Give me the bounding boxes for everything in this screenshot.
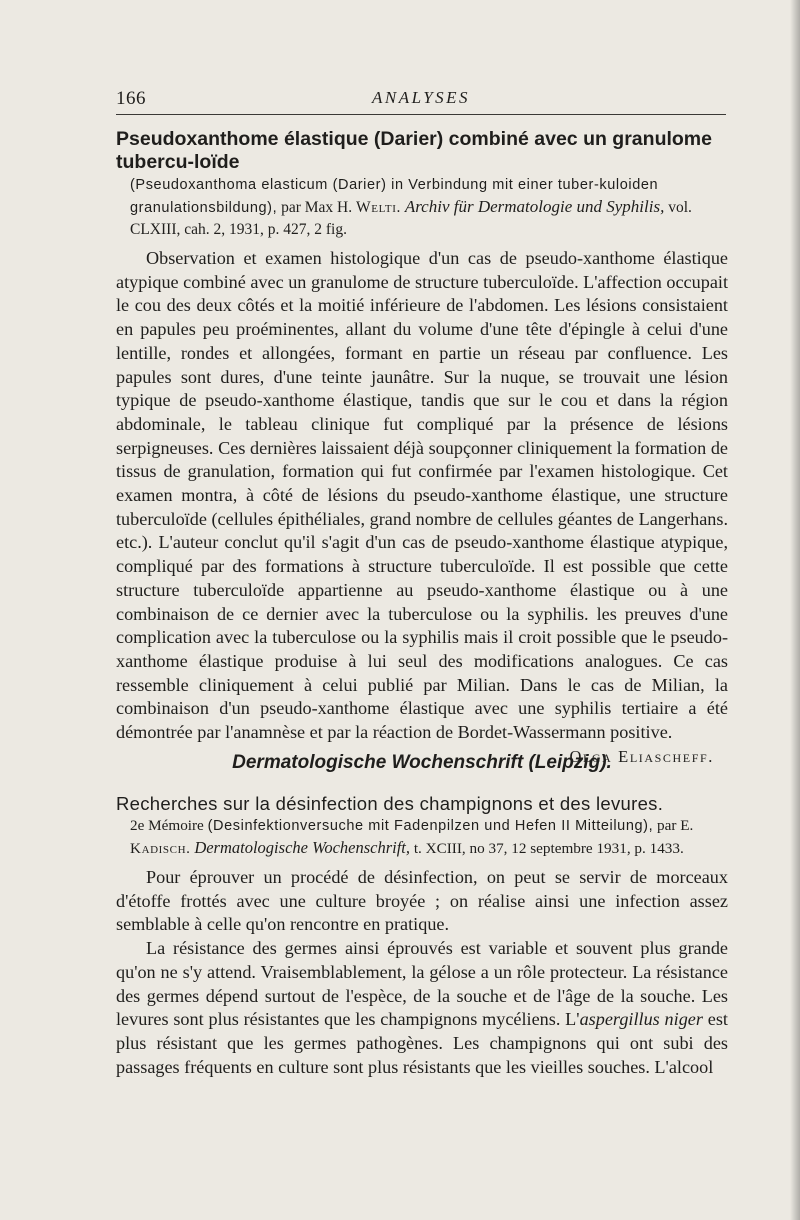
article-1-german-title: (Pseudoxanthoma elasticum (Darier) in Verbindung mit einer tuber-kuloiden granulationsbildung), [130,177,659,216]
article-1-paragraph: Observation et examen histologique d'un cas de pseudo-xanthome élastique atypique combiné avec un granulome de structure tuberculoïde. L'affection occupait le cou des deux côtés et la moitié inférieure de l'abdomen. Les lésions consistaient en papules peu proéminentes, allant du volume d'une tête d'épingle à celui d'une lentille, rondes et allongées, formant en partie un réseau par confluence. Les papules sont dures, d'une teinte jaunâtre. Sur la nuque, se trouvait une lésion typique de pseudo-xanthome élastique, tandis que sur le cou et dans la région abdominale, le tableau clinique fut compliqué par la présence de lésions serpigneuses. Ces dernières laissaient déjà soupçonner cliniquement la formation de tissus de granulation, formation qui fut confirmée par l'examen histologique. Cet examen montra, à côté de lésions du pseudo-xanthome élastique, une structure tuberculoïde (cellules épithéliales, grand nombre de cellules géantes de Langerhans. etc.). L'auteur conclut qu'il s'agit d'un cas de pseudo-xanthome élastique atypique, compliqué par des formations à structure tuberculoïde. Il est possible que cette structure tuberculoïde appartienne au pseudo-xanthome élastique ou à une combinaison de ce dernier avec la tuberculose ou la syphilis. les preuves d'une complication avec la tuberculose ou la syphilis mais il croit possible que le pseudo-xanthome élastique produise à lui seul des modifications analogues. Ce cas ressemble cliniquement à celui publié par Milian. Dans le cas de Milian, la combinaison d'un pseudo-xanthome élastique avec une syphilis tertiaire a été démontrée par l'anamnèse et par la réaction de Bordet-Wassermann positive. [116,248,728,743]
article-1-signature: Olga Eliascheff. [569,746,714,766]
article-2-author-prefix: par E. [657,817,694,834]
article-2-paragraph-2-end: est plus résistant que les germes pathogènes. Les champignons qui ont subi des passages fréquents en culture sont plus résistants que les vieilles souches. L'alcool [116,1009,728,1077]
article-2-author: Kadisch. [130,840,191,857]
article-2-paragraph-1: Pour éprouver un procédé de désinfection, on peut se servir de morceaux d'étoffe frottés avec une culture broyée ; on réalise ainsi une infection assez semblable à celle qu'on rencontre en pratique. [116,867,728,935]
article-2-species-name: aspergillus niger [579,1009,703,1030]
article-2-paragraph-2-start: La résistance des germes ainsi éprouvés est variable et souvent plus grande qu'on ne s'y attend. Vraisemblablement, la gélose a un rôle protecteur. La résistance des germes dépend surtout de l'espèce, de la souche et de l'âge de la souche. Les levures sont plus résistantes que les champignons mycéliens. L' [116,938,728,1030]
article-2-citation [116,815,728,860]
article-2-title: Recherches sur la désinfection des champignons et des levures. [116,793,664,814]
article-1-journal: Archiv für Dermatologie und Syphilis, [404,197,665,216]
article-1-author-prefix: par Max H. [281,199,353,216]
article-1-title: Pseudoxanthome élastique (Darier) combiné avec un granulome tubercu-loïde [116,128,712,173]
article-2-german-title: (Desinfektionversuche mit Fadenpilzen und Hefen II Mitteilung), [207,818,654,834]
article-1 [116,128,728,769]
article-1-author: Welti. [356,199,401,216]
article-1-reference: vol. CLXIII, cah. 2, 1931, p. 427, 2 fig. [130,199,692,238]
running-head [116,84,726,114]
journal-heading: ANALYSES [371,88,471,107]
page-number: 166 [116,88,146,109]
page-edge-shadow [790,0,800,1220]
article-1-citation [116,174,728,241]
article-2-journal: Dermatologische Wochenschrift, [194,838,411,857]
article-2-paragraph-2 [116,937,728,1079]
article-2-memoire: 2e Mémoire [130,817,204,834]
article-2-reference: t. XCIII, no 37, 12 septembre 1931, p. 1433. [413,840,684,857]
article-2 [116,792,728,1079]
header-rule [116,114,726,115]
section-heading: Dermatologische Wochenschrift (Leipzig). [232,752,612,773]
